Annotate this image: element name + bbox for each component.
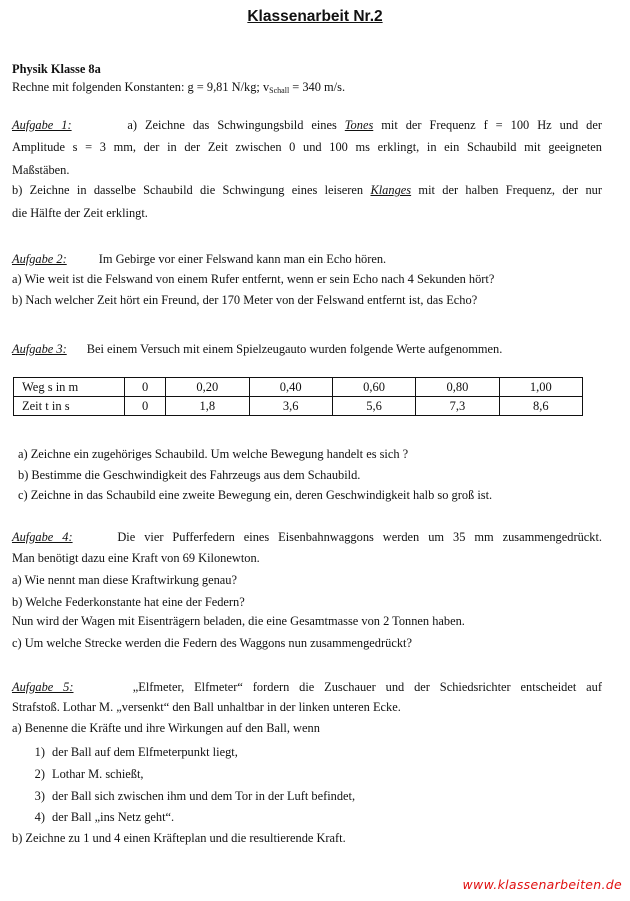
table-row — [14, 397, 583, 416]
table-row — [14, 378, 583, 397]
task5-line2: Strafstoß. Lothar M. „versenkt“ den Ball unhaltbar in der linken unteren Ecke. — [12, 700, 401, 714]
task2-question-b: b) Nach welcher Zeit hört ein Freund, der 170 Meter von der Felswand entfernt ist, das Echo? — [12, 293, 478, 307]
table-cell: 0,80 — [416, 378, 499, 397]
table-header-cell: Weg s in m — [14, 378, 125, 397]
table-cell: 7,3 — [416, 397, 499, 416]
task1-line3: Maßstäben. — [12, 163, 70, 177]
table-cell: 5,6 — [332, 397, 415, 416]
measurement-table — [13, 377, 583, 416]
footer-link[interactable]: www.klassenarbeiten.de — [462, 877, 622, 892]
task5-question-b: b) Zeichne zu 1 und 4 einen Kräfteplan und die resultierende Kraft. — [12, 831, 346, 845]
table-cell: 1,8 — [166, 397, 249, 416]
table-cell: 0,20 — [166, 378, 249, 397]
task4-question-c: c) Um welche Strecke werden die Federn des Waggons nun zusammengedrückt? — [12, 636, 412, 650]
table-cell: 8,6 — [499, 397, 582, 416]
constants-line: Rechne mit folgenden Konstanten: g = 9,81 N/kg; $v_{Schall} = 340$ m/s. — [12, 80, 346, 95]
task4-label: Aufgabe 4: — [12, 530, 73, 544]
table-cell: 0 — [125, 378, 166, 397]
table-cell: 1,00 — [499, 378, 582, 397]
task3-label: Aufgabe 3: — [12, 342, 67, 356]
table-cell: 3,6 — [249, 397, 332, 416]
task2-line1: Aufgabe 2: Im Gebirge vor einer Felswand kann man ein Echo hören. — [12, 252, 387, 266]
task4-question-b: b) Welche Federkonstante hat eine der Federn? — [12, 595, 245, 609]
subject-line: Physik Klasse 8a — [12, 62, 101, 76]
page-title: Klassenarbeit Nr.2 — [247, 8, 383, 25]
task3-question-b: b) Bestimme die Geschwindigkeit des Fahrzeugs aus dem Schaubild. — [18, 468, 361, 482]
task3-line1: Aufgabe 3: Bei einem Versuch mit einem Spielzeugauto wurden folgende Werte aufgenommen. — [12, 342, 503, 356]
task4-question-a: a) Wie nennt man diese Kraftwirkung genau? — [12, 573, 237, 587]
worksheet-page: Klassenarbeit Nr.2 Physik Klasse 8a Rechne mit folgenden Konstanten: g = 9,81 N/kg; $v_{Schall} = 340$ m/s. Aufgabe 1: a) Zeichne das Schwingungsbild eines Tones mit der Frequenz f = 100 Hz und der Amplitude s = 3 mm, der in der Zeit zwischen 0 und 100 ms erklingt, in ein Schaubild mit geeigneten Maßstäben. b) Zeichne in dasselbe Schaubild die Schwingung eines leiseren Klanges mit der halben Frequenz, der nur die Hälfte der Zeit erklingt. Aufgabe 2: Im Gebirge vor einer Felswand kann man ein Echo hören. a) Wie weit ist die Felswand von einem Rufer entfernt, wenn er sein Echo nach 4 Sekunden hört? b) Nach welcher Zeit hört ein Freund, der 170 Meter von der Felswand entfernt ist, das Echo? Aufgabe 3: Bei einem Versuch mit einem Spielzeugauto wurden folgende Werte aufgenommen. Weg s in m 0 0,20 0,40 0,60 0,80 1,00 Zeit t in s 0 1,8 3,6 5,6 7,3 8,6 a) Zeichne ein zugehöriges Schaubild. Um welche Bewegung handelt es sich ? b) Bestimme die Geschwindigkeit des Fahrzeugs aus dem Schaubild. c) Zeichne in das Schaubild eine zweite Bewegung ein, deren Geschwindigkeit halb so groß ist. Aufgabe 4: Die vier Pufferfedern eines Eisenbahnwaggons werden um 35 mm zusammengedrückt. Man benötigt dazu eine Kraft von 69 Kilonewton. a) Wie nennt man diese Kraftwirkung genau? b) Welche Federkonstante hat eine der Federn? Nun wird der Wagen mit Eisenträgern beladen, die eine Gesamtmasse von 2 Tonnen haben. c) Um welche Strecke werden die Federn des Waggons nun zusammengedrückt? Aufgabe 5: „Elfmeter, Elfmeter“ fordern die Zuschauer und der Schiedsrichter entscheidet auf Strafstoß. Lothar M. „versenkt“ den Ball unhaltbar in der linken unteren Ecke. a) Benenne die Kräfte und ihre Wirkungen auf den Ball, wenn 1) der Ball auf dem Elfmeterpunkt liegt, 2) Lothar M. schießt, 3) der Ball sich zwischen ihm und dem Tor in der Luft befindet, 4) der Ball „ins Netz geht“. b) Zeichne zu 1 und 4 einen Kräfteplan und die resultierende Kraft. www.klassenarbeiten.de — [0, 0, 630, 901]
task1-line1: Aufgabe 1: a) Zeichne das Schwingungsbild eines Tones mit der Frequenz f = 100 Hz und der — [12, 118, 602, 132]
task3-question-a: a) Zeichne ein zugehöriges Schaubild. Um welche Bewegung handelt es sich ? — [18, 447, 409, 461]
task1-line4: b) Zeichne in dasselbe Schaubild die Schwingung eines leiseren Klanges mit der halben Frequenz, der nur — [12, 183, 602, 197]
task2-question-a: a) Wie weit ist die Felswand von einem Rufer entfernt, wenn er sein Echo nach 4 Sekunden hört? — [12, 272, 495, 286]
task2-label: Aufgabe 2: — [12, 252, 67, 266]
table-cell: 0 — [125, 397, 166, 416]
task4-line2: Man benötigt dazu eine Kraft von 69 Kilonewton. — [12, 551, 260, 565]
task1-line5: die Hälfte der Zeit erklingt. — [12, 206, 148, 220]
task4-line5: Nun wird der Wagen mit Eisenträgern beladen, die eine Gesamtmasse von 2 Tonnen haben. — [12, 614, 465, 628]
task1-line2: Amplitude s = 3 mm, der in der Zeit zwischen 0 und 100 ms erklingt, in ein Schaubild mit geeigneten — [12, 140, 602, 154]
task3-question-c: c) Zeichne in das Schaubild eine zweite Bewegung ein, deren Geschwindigkeit halb so groß ist. — [18, 488, 493, 502]
task4-line1: Aufgabe 4: Die vier Pufferfedern eines Eisenbahnwaggons werden um 35 mm zusammengedrückt. — [12, 530, 603, 544]
table-cell: 0,60 — [332, 378, 415, 397]
task5-label: Aufgabe 5: — [12, 680, 74, 694]
task1-label: Aufgabe 1: — [12, 118, 72, 132]
task5-line1: Aufgabe 5: „Elfmeter, Elfmeter“ fordern die Zuschauer und der Schiedsrichter entscheidet auf — [12, 680, 602, 694]
table-cell: 0,40 — [249, 378, 332, 397]
table-header-cell: Zeit t in s — [14, 397, 125, 416]
task5-question-a: a) Benenne die Kräfte und ihre Wirkungen auf den Ball, wenn — [12, 721, 320, 735]
